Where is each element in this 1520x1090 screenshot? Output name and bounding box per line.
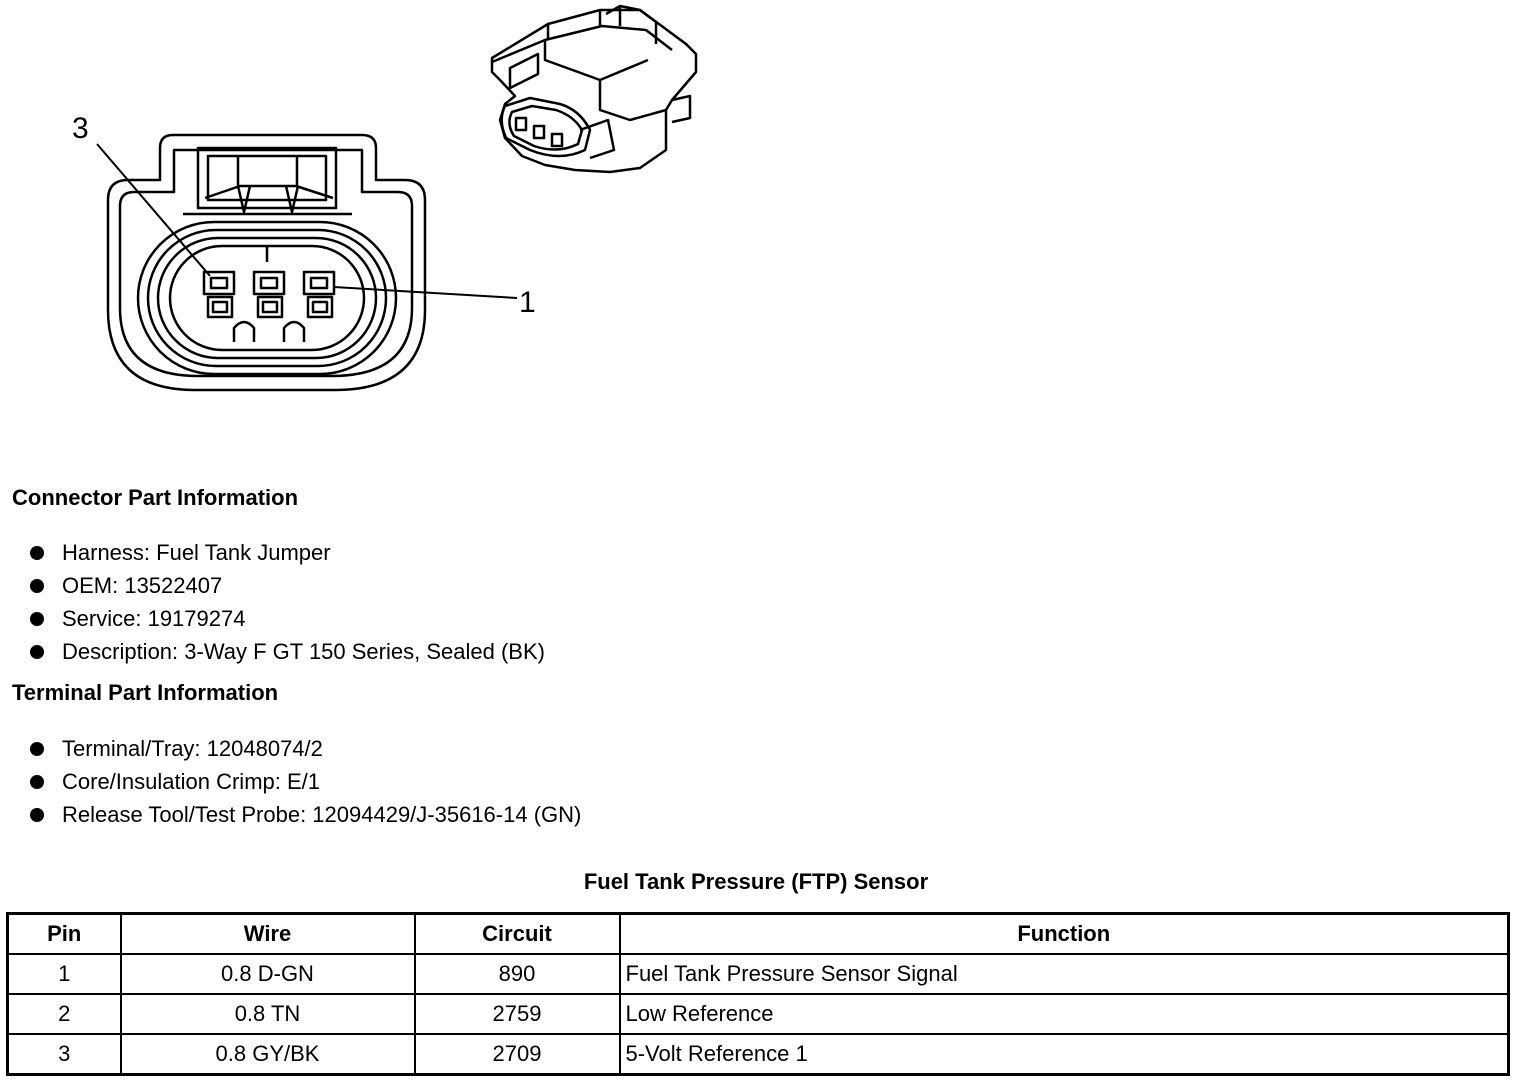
connector-drawing <box>0 0 1520 470</box>
cell-function: Fuel Tank Pressure Sensor Signal <box>620 954 1509 994</box>
connector-info-heading: Connector Part Information <box>12 485 299 510</box>
table-title: Fuel Tank Pressure (FTP) Sensor <box>583 869 929 894</box>
header-wire: Wire <box>121 914 415 955</box>
list-item: Service: 19179274 <box>30 602 545 635</box>
cell-circuit: 2709 <box>415 1034 620 1075</box>
table-row <box>8 994 1509 1034</box>
pinout-table <box>6 912 1510 1076</box>
header-function: Function <box>620 914 1509 955</box>
cell-pin: 1 <box>8 954 121 994</box>
table-row <box>8 1034 1509 1075</box>
callout-3-leader <box>97 144 210 276</box>
cell-function: 5-Volt Reference 1 <box>620 1034 1509 1075</box>
list-item: Core/Insulation Crimp: E/1 <box>30 765 581 798</box>
table-row <box>8 954 1509 994</box>
header-circuit: Circuit <box>415 914 620 955</box>
list-item: Terminal/Tray: 12048074/2 <box>30 732 581 765</box>
callout-3: 3 <box>72 112 89 145</box>
cell-pin: 3 <box>8 1034 121 1075</box>
cell-wire: 0.8 GY/BK <box>121 1034 415 1075</box>
list-item: OEM: 13522407 <box>30 569 545 602</box>
cell-circuit: 2759 <box>415 994 620 1034</box>
cell-wire: 0.8 D-GN <box>121 954 415 994</box>
list-item: Harness: Fuel Tank Jumper <box>30 536 545 569</box>
cell-wire: 0.8 TN <box>121 994 415 1034</box>
cell-pin: 2 <box>8 994 121 1034</box>
pin-1-cavity <box>304 272 334 294</box>
terminal-info-heading: Terminal Part Information <box>12 680 279 705</box>
cell-function: Low Reference <box>620 994 1509 1034</box>
list-item: Release Tool/Test Probe: 12094429/J-35616-14 (GN) <box>30 798 581 831</box>
table-header-row <box>8 914 1509 955</box>
callout-1: 1 <box>519 286 536 319</box>
list-item: Description: 3-Way F GT 150 Series, Sealed (BK) <box>30 635 545 668</box>
terminal-info-list <box>30 732 581 831</box>
connector-info-list <box>30 536 545 668</box>
connector-isometric-view <box>492 6 696 172</box>
header-pin: Pin <box>8 914 121 955</box>
cell-circuit: 890 <box>415 954 620 994</box>
